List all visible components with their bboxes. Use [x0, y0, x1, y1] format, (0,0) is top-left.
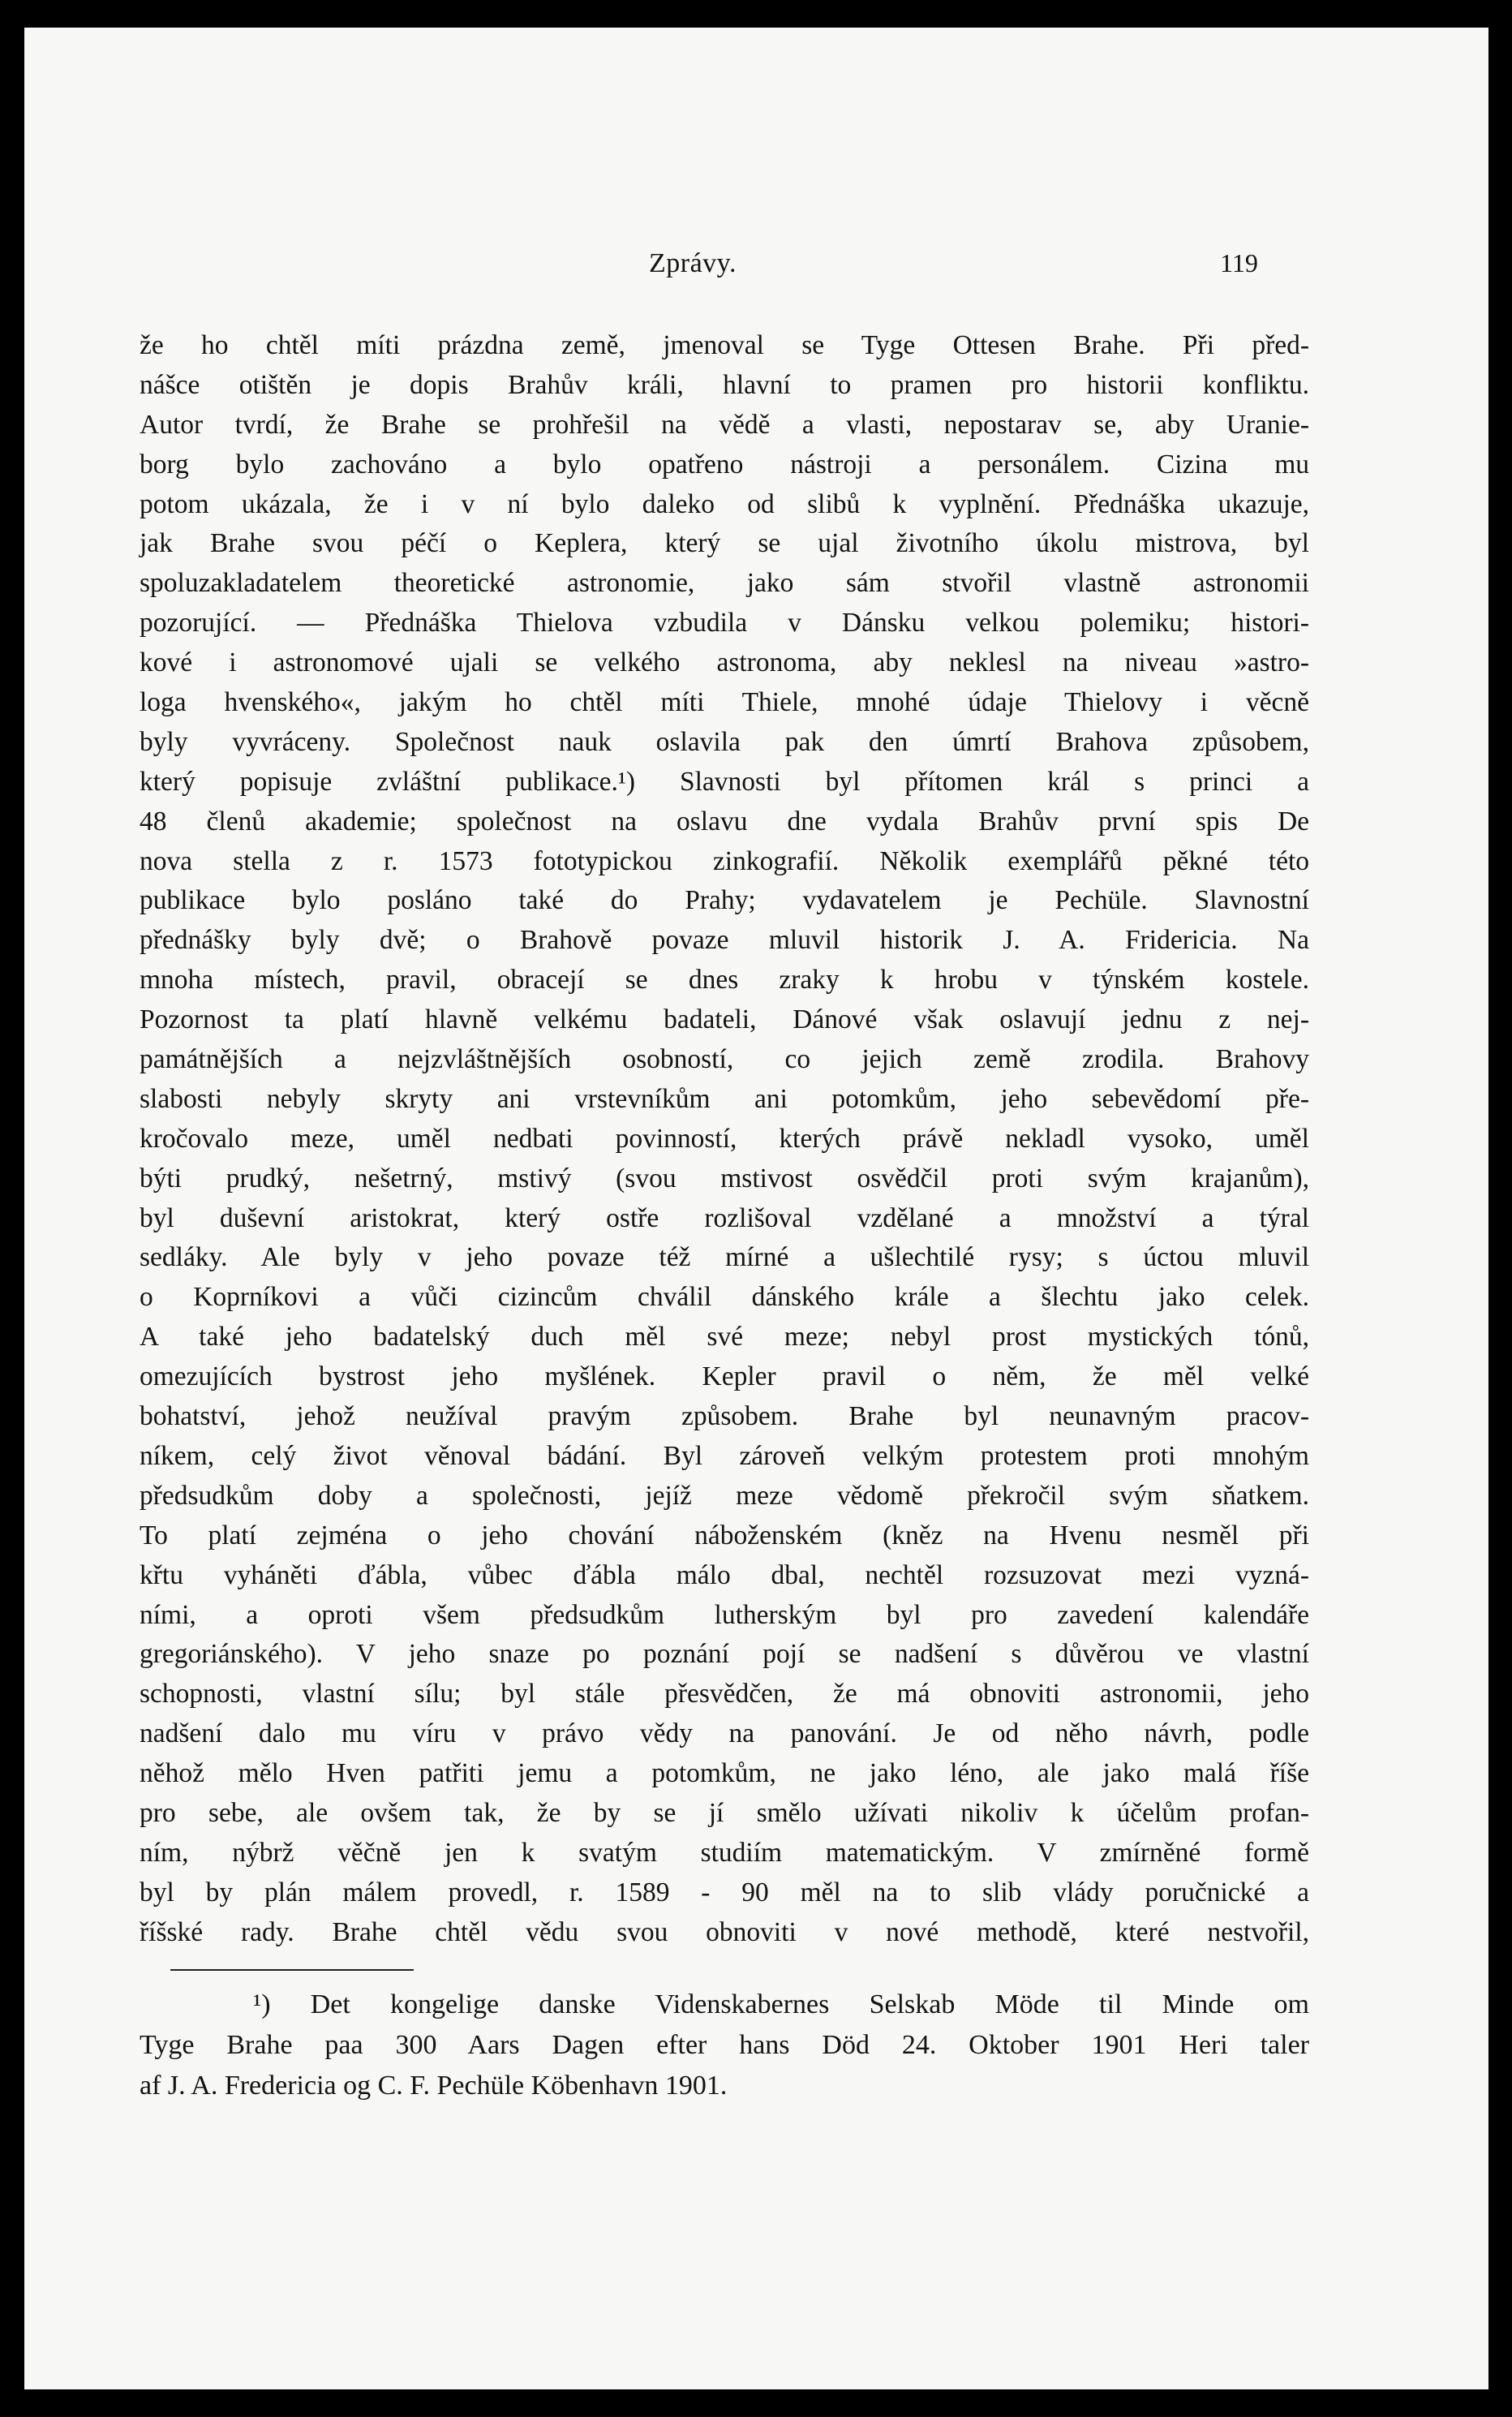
text-line: který popisuje zvláštní publikace.¹) Slavnosti byl přítomen král s princi a: [140, 766, 1309, 797]
text-line: že ho chtěl míti prázdna země, jmenoval se Tyge Ottesen Brahe. Při před-: [140, 330, 1309, 360]
text-line: 48 členů akademie; společnost na oslavu dne vydala Brahův první spis De: [140, 806, 1309, 836]
running-title: Zprávy.: [649, 248, 737, 278]
text-line: gregoriánského). V jeho snaze po poznání pojí se nadšení s důvěrou ve vlastní: [140, 1639, 1309, 1670]
text-line: nášce otištěn je dopis Brahův králi, hlavní to pramen pro historii konfliktu.: [140, 369, 1309, 400]
text-line: ním, nýbrž věčně jen k svatým studiím matematickým. V zmírněné formě: [140, 1837, 1309, 1868]
footnote: [140, 1985, 1309, 2106]
text-line: nadšení dalo mu víru v právo vědy na panování. Je od něho návrh, podle: [140, 1718, 1309, 1749]
text-line: Autor tvrdí, že Brahe se prohřešil na vědě a vlasti, nepostarav se, aby Uranie-: [140, 409, 1309, 440]
text-line: A také jeho badatelský duch měl své meze; nebyl prost mystických tónů,: [140, 1322, 1309, 1353]
text-line: bohatství, jehož neužíval pravým způsobem. Brahe byl neunavným pracov-: [140, 1401, 1309, 1432]
text-line: byl by plán málem provedl, r. 1589 - 90 měl na to slib vlády poručnické a: [140, 1877, 1309, 1907]
text-line: sedláky. Ale byly v jeho povaze též mírné a ušlechtilé rysy; s úctou mluvil: [140, 1242, 1309, 1273]
footnote-rule: [170, 1969, 414, 1971]
text-line: pozorující. — Přednáška Thielova vzbudila v Dánsku velkou polemiku; histori-: [140, 608, 1309, 639]
text-line: býti prudký, nešetrný, mstivý (svou mstivost osvědčil proti svým krajanům),: [140, 1163, 1309, 1193]
text-line: Pozornost ta platí hlavně velkému badateli, Dánové však oslavují jednu z nej-: [140, 1004, 1309, 1035]
text-line: nova stella z r. 1573 fototypickou zinkografií. Několik exemplářů pěkné této: [140, 845, 1309, 876]
body-text: [140, 326, 1309, 1953]
footnote-line: Tyge Brahe paa 300 Aars Dagen efter hans Död 24. Oktober 1901 Heri taler: [140, 2030, 1309, 2060]
text-line: byly vyvráceny. Společnost nauk oslavila pak den úmrtí Brahova způsobem,: [140, 726, 1309, 757]
text-line: kové i astronomové ujali se velkého astronoma, aby neklesl na niveau »astro-: [140, 647, 1309, 678]
running-head: [24, 248, 1488, 289]
text-line: byl duševní aristokrat, který ostře rozlišoval vzdělané a množství a týral: [140, 1202, 1309, 1233]
text-line: ními, a oproti všem předsudkům lutherským byl pro zavedení kalendáře: [140, 1599, 1309, 1630]
footnote-line: ¹) Det kongelige danske Videnskabernes Selskab Möde til Minde om: [253, 1989, 1309, 2019]
text-line: loga hvenského«, jakým ho chtěl míti Thiele, mnohé údaje Thielovy i věcně: [140, 687, 1309, 718]
text-line: křtu vyháněti ďábla, vůbec ďábla málo dbal, nechtěl rozsuzovat mezi vyzná-: [140, 1559, 1309, 1590]
text-line: To platí zejména o jeho chování náboženském (kněz na Hvenu nesměl při: [140, 1520, 1309, 1550]
text-line: mnoha místech, pravil, obracejí se dnes zraky k hrobu v týnském kostele.: [140, 965, 1309, 996]
text-line: omezujících bystrost jeho myšlének. Kepler pravil o něm, že měl velké: [140, 1361, 1309, 1392]
text-line: jak Brahe svou péčí o Keplera, který se ujal životního úkolu mistrova, byl: [140, 528, 1309, 559]
page-number: 119: [1220, 248, 1258, 277]
text-line: předsudkům doby a společnosti, jejíž meze vědomě překročil svým sňatkem.: [140, 1480, 1309, 1511]
text-line: borg bylo zachováno a bylo opatřeno nástroji a personálem. Cizina mu: [140, 449, 1309, 480]
text-line: přednášky byly dvě; o Brahově povaze mluvil historik J. A. Fridericia. Na: [140, 925, 1309, 956]
text-line: něhož mělo Hven patřiti jemu a potomkům, ne jako léno, ale jako malá říše: [140, 1758, 1309, 1789]
text-line: potom ukázala, že i v ní bylo daleko od slibů k vyplnění. Přednáška ukazuje,: [140, 488, 1309, 519]
footnote-line: af J. A. Fredericia og C. F. Pechüle Köbenhavn 1901.: [140, 2071, 728, 2101]
text-line: říšské rady. Brahe chtěl vědu svou obnoviti v nové methodě, které nestvořil,: [140, 1916, 1309, 1947]
text-line: níkem, celý život věnoval bádání. Byl zároveň velkým protestem proti mnohým: [140, 1440, 1309, 1471]
text-line: pro sebe, ale ovšem tak, že by se jí smělo užívati nikoliv k účelům profan-: [140, 1797, 1309, 1828]
book-page: [24, 28, 1488, 2389]
text-line: o Koprníkovi a vůči cizincům chválil dánského krále a šlechtu jako celek.: [140, 1282, 1309, 1313]
text-line: spoluzakladatelem theoretické astronomie, jako sám stvořil vlastně astronomii: [140, 568, 1309, 599]
text-line: slabosti nebyly skryty ani vrstevníkům ani potomkům, jeho sebevědomí pře-: [140, 1083, 1309, 1114]
text-line: kročovalo meze, uměl nedbati povinností, kterých právě nekladl vysoko, uměl: [140, 1123, 1309, 1154]
text-line: památnějších a nejzvláštnějších osobností, co jejich země zrodila. Brahovy: [140, 1044, 1309, 1075]
text-line: publikace bylo posláno také do Prahy; vydavatelem je Pechüle. Slavnostní: [140, 885, 1309, 916]
text-line: schopnosti, vlastní sílu; byl stále přesvědčen, že má obnoviti astronomii, jeho: [140, 1679, 1309, 1710]
